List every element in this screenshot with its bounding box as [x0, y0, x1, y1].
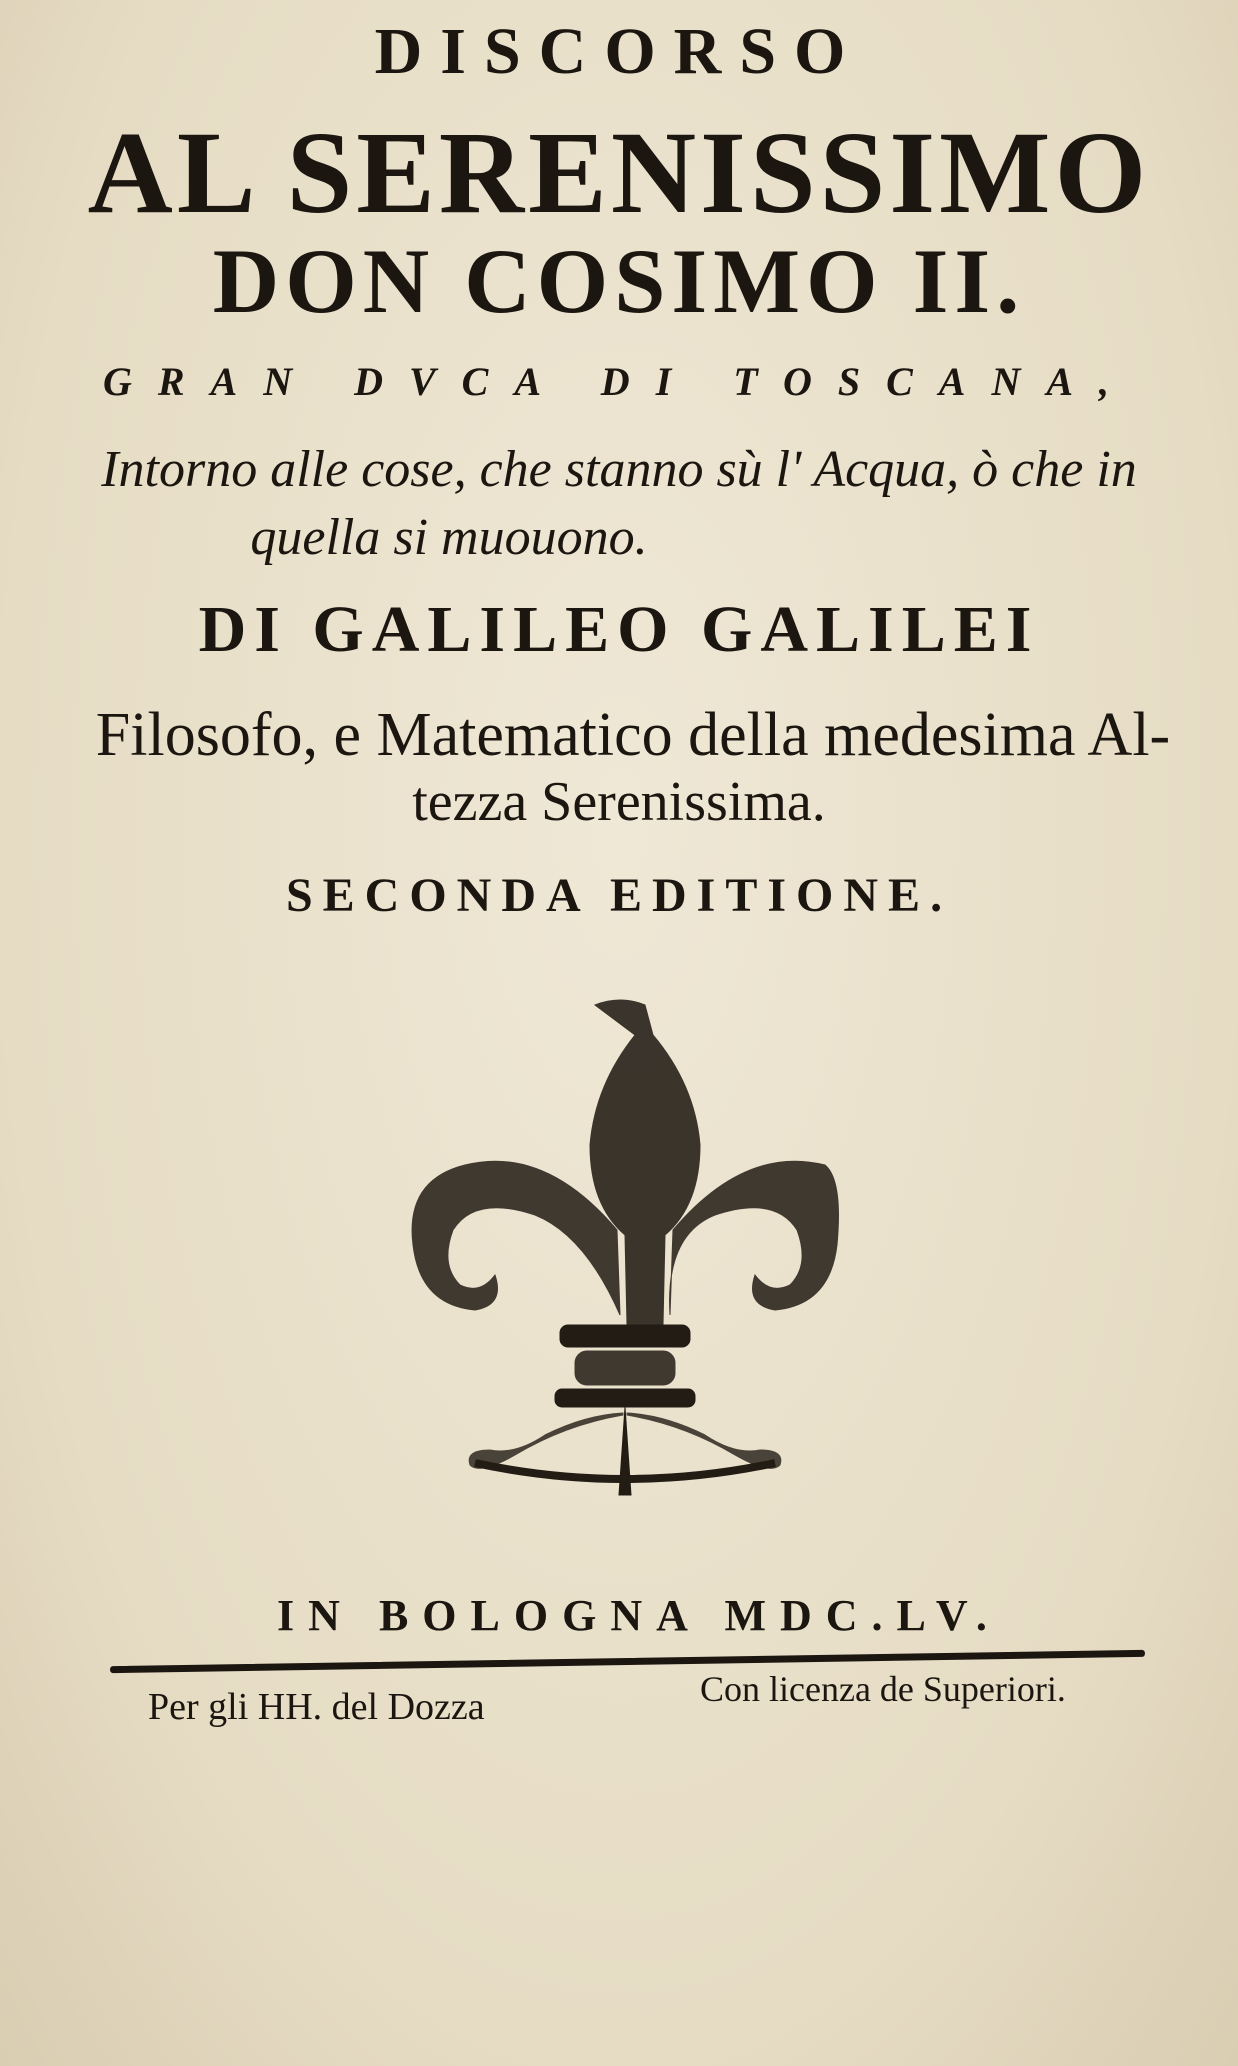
- heading-don-cosimo: DON COSIMO II.: [212, 230, 1026, 332]
- subtitle-line-1: Intorno alle cose, che stanno sù l' Acqua, ò che in: [101, 441, 1137, 498]
- printer-name: Per gli HH. del Dozza: [148, 1686, 485, 1728]
- license-note: Con licenza de Superiori.: [700, 1669, 1066, 1709]
- author-name: DI GALILEO GALILEI: [198, 593, 1040, 666]
- author-title-line-1: Filosofo, e Matematico della medesima Al-: [95, 701, 1171, 769]
- fleur-de-lis-icon: [395, 995, 845, 1555]
- heading-gran-duca: GRAN DVCA DI TOSCANA,: [102, 359, 1136, 404]
- heading-al-serenissimo: AL SERENISSIMO: [87, 107, 1151, 238]
- heading-discorso: DISCORSO: [374, 15, 864, 88]
- subtitle-line-2: quella si muouono.: [250, 509, 648, 566]
- author-title-line-2: tezza Serenissima.: [412, 771, 826, 833]
- edition-label: SECONDA EDITIONE.: [285, 869, 953, 922]
- imprint-place-date: IN BOLOGNA MDC.LV.: [277, 1591, 1001, 1640]
